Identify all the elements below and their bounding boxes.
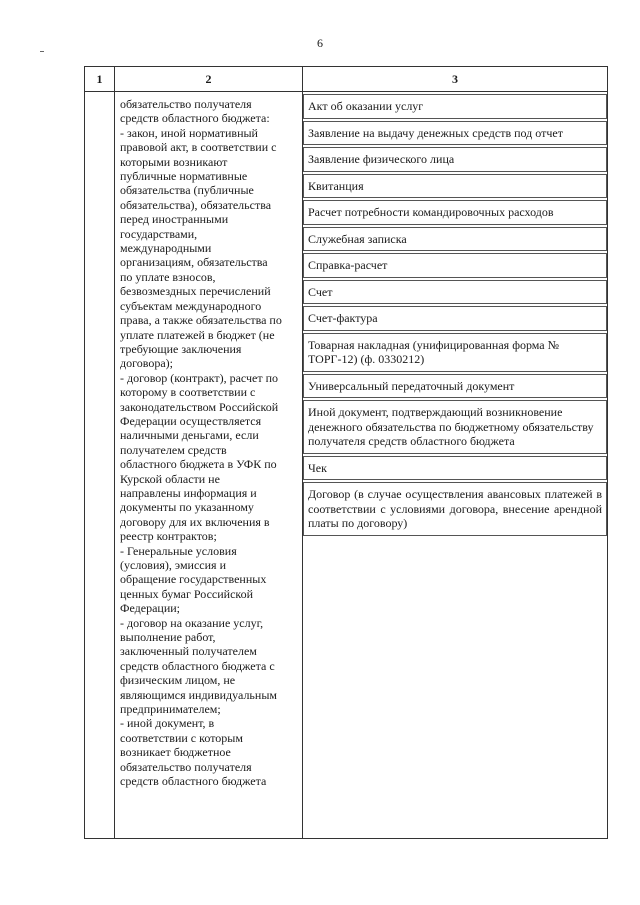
document-list [303,94,607,536]
document-item: Договор (в случае осуществления авансовых платежей в соответствии с условиями договора, внесение арендной платы по договору) [303,482,607,536]
text-line: возникает бюджетное [120,745,231,760]
text-line: обязательства (публичные [120,183,254,198]
text-line: заключенный получателем [120,644,257,659]
header-col-2: 2 [115,67,303,92]
col2-cell [115,92,303,839]
text-line: наличными деньгами, если [120,428,259,443]
text-line: права, а также обязательства по [120,313,282,328]
text-line: правовой акт, в соответствии с [120,140,277,155]
text-line: обязательство получателя [120,97,252,111]
header-row [85,67,608,92]
text-line: перед иностранными [120,212,229,227]
document-item: Счет-фактура [303,306,607,331]
text-line: Федерации; [120,601,181,616]
text-line: выполнение работ, [120,630,216,645]
document-item: Заявление физического лица [303,147,607,172]
text-line: реестр контрактов; [120,529,217,544]
page-number: 6 [317,36,323,50]
text-line: - договор на оказание услуг, [120,615,264,630]
text-line: публичные нормативные [120,169,248,184]
text-line: которому в соответствии с [120,385,256,400]
text-line: средств областного бюджета с [120,658,275,673]
document-item: Товарная накладная (унифицированная форма № ТОРГ-12) (ф. 0330212) [303,333,607,372]
text-line: (условия), эмиссия и [120,558,226,572]
text-line: обращение государственных [120,572,267,587]
text-line: предпринимателем; [120,702,221,717]
text-line: по уплате взносов, [120,269,216,284]
text-line: средств областного бюджета [120,774,267,789]
document-item: Справка-расчет [303,253,607,278]
text-line: субъектам международного [120,298,262,313]
text-line: ценных бумаг Российской [120,586,254,601]
text-line: - договор (контракт), расчет по [120,370,279,385]
text-line: международными [120,241,212,256]
text-line: обязательства), обязательства [120,197,272,212]
scan-mark [40,51,44,52]
document-item: Заявление на выдачу денежных средств под отчет [303,121,607,146]
text-line: физическим лицом, не [120,673,236,688]
text-line: являющимся индивидуальным [120,687,277,702]
text-line: Федерации осуществляется [120,413,262,428]
col1-cell [85,92,115,839]
document-item: Счет [303,280,607,305]
text-line: получателем средств [120,442,227,457]
document-item: Акт об оказании услуг [303,94,607,119]
text-line: средств областного бюджета: [120,111,270,126]
text-line: договора); [120,356,173,371]
header-col-1: 1 [85,67,115,92]
text-line: безвозмездных перечислений [120,284,271,299]
document-table [84,66,608,839]
text-line: областного бюджета в УФК по [120,457,277,472]
document-item: Иной документ, подтверждающий возникновение денежного обязательства по бюджетному обязательству получателя средств областного бюджета [303,400,607,454]
text-line: требующие заключения [120,341,242,356]
document-item: Служебная записка [303,227,607,252]
text-line: организациям, обязательства [120,255,268,270]
document-item: Чек [303,456,607,481]
text-line: договору для их включения в [120,514,270,529]
text-line: законодательством Российской [120,399,279,414]
obligation-basis-text [120,97,298,789]
text-line: - закон, иной нормативный [120,125,258,140]
text-line: уплате платежей в бюджет (не [120,327,275,342]
text-line: которыми возникают [120,154,228,169]
text-line: - иной документ, в [120,716,215,731]
text-line: обязательство получателя [120,759,252,774]
text-line: направлены информация и [120,485,257,500]
document-item: Универсальный передаточный документ [303,374,607,399]
header-col-3: 3 [303,67,608,92]
body-row [85,92,608,839]
text-line: Курской области не [120,471,220,486]
document-item: Расчет потребности командировочных расходов [303,200,607,225]
col3-cell [303,92,608,839]
document-item: Квитанция [303,174,607,199]
text-line: соответствии с которым [120,730,243,745]
text-line: государствами, [120,226,198,241]
text-line: документы по указанному [120,500,254,515]
text-line: - Генеральные условия [120,543,237,558]
